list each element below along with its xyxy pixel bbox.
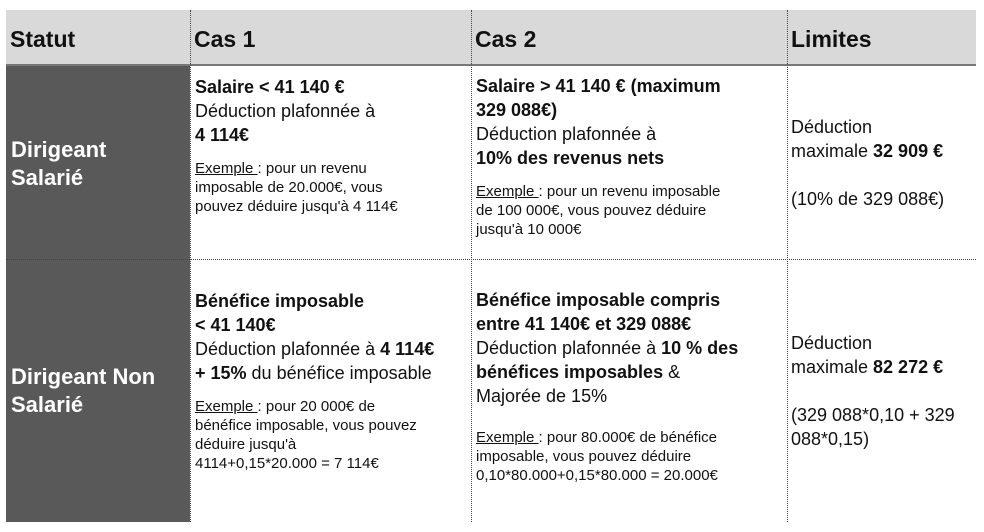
limites-text: Déduction [791,117,873,137]
example-text: : pour 80.000€ de bénéfice [538,429,718,446]
cas2-example [476,182,784,239]
limites-text: Déduction [791,333,873,353]
row1-cas1-cell [195,75,467,216]
cas1-title: Bénéfice imposable [195,291,365,311]
statut-label-line1: Dirigeant [11,137,107,162]
limites-note: 088*0,15) [791,429,870,449]
column-divider [787,10,788,522]
cas2-title: Salaire > 41 140 € (maximum [476,76,721,96]
statut-label-line2: Salarié [11,392,84,417]
example-text: pouvez déduire jusqu'à 4 114€ [195,198,398,215]
example-text: : pour 20 000€ de [257,398,376,415]
example-text: imposable de 20.000€, vous [195,179,383,196]
example-label: Exemple [195,160,258,177]
example-text: 4114+0,15*20.000 = 7 114€ [195,455,379,472]
limites-text: maximale [791,357,874,377]
limites-note: (329 088*0,10 + 329 [791,405,955,425]
example-text: imposable, vous pouvez déduire [476,448,692,465]
deduction-table [6,10,976,522]
limites-amount: 32 909 € [873,141,944,161]
cas2-amount: 10% des revenus nets [476,148,665,168]
example-label: Exemple [195,398,258,415]
row1-limites-cell [791,115,973,211]
example-text: bénéfice imposable, vous pouvez [195,417,417,434]
header-limites-label: Limites [791,26,872,52]
example-text: : pour un revenu [257,160,367,177]
limites-amount: 82 272 € [873,357,944,377]
cas1-example [195,159,467,216]
limites-text: maximale [791,141,874,161]
example-text: : pour un revenu imposable [538,183,721,200]
cas2-text: Majorée de 15% [476,386,608,406]
row-statut-non-salarie [6,259,190,522]
limites-note: (10% de 329 088€) [791,189,945,209]
cas1-amount: 4 114€ [380,339,435,359]
statut-label-line1: Dirigeant Non [11,364,156,389]
header-cas1-label: Cas 1 [194,26,256,52]
cas1-text: Déduction plafonnée à [195,101,376,121]
row2-limites-cell [791,331,973,451]
cas2-text: Déduction plafonnée à [476,124,657,144]
cas1-amount: 4 114€ [195,125,250,145]
header-statut-label: Statut [10,26,76,52]
cas2-title: Bénéfice imposable compris [476,290,721,310]
header-statut [6,10,190,66]
cas2-text: Déduction plafonnée à [476,338,662,358]
row-statut-salarie [6,66,190,259]
example-text: déduire jusqu'à [195,436,297,453]
statut-label-line2: Salarié [11,165,84,190]
header-cas2-label: Cas 2 [475,26,537,52]
example-text: jusqu'à 10 000€ [476,221,582,238]
row2-cas1-cell [195,289,471,473]
cas2-amount: bénéfices imposables [476,362,664,382]
cas1-text: du bénéfice imposable [246,363,432,383]
row2-cas2-cell [476,288,784,485]
cas2-title: entre 41 140€ et 329 088€ [476,314,692,334]
cas1-title: Salaire < 41 140 € [195,77,345,97]
cas2-amount: 10 % des [661,338,739,358]
example-label: Exemple [476,429,539,446]
header-cas1 [190,10,471,66]
row-divider [6,259,976,260]
example-text: 0,10*80.000+0,15*80.000 = 20.000€ [476,467,718,484]
cas2-example [476,428,784,485]
cas1-title: < 41 140€ [195,315,276,335]
cas1-text: Déduction plafonnée à [195,339,381,359]
header-limites [787,10,976,66]
cas1-amount: + 15% [195,363,247,383]
cas2-text: & [663,362,681,382]
row1-cas2-cell [476,74,784,239]
column-divider [471,10,472,522]
example-text: de 100 000€, vous pouvez déduire [476,202,707,219]
header-cas2 [471,10,787,66]
cas2-title: 329 088€) [476,100,558,120]
example-label: Exemple [476,183,539,200]
cas1-example [195,397,471,473]
column-divider [190,10,191,522]
